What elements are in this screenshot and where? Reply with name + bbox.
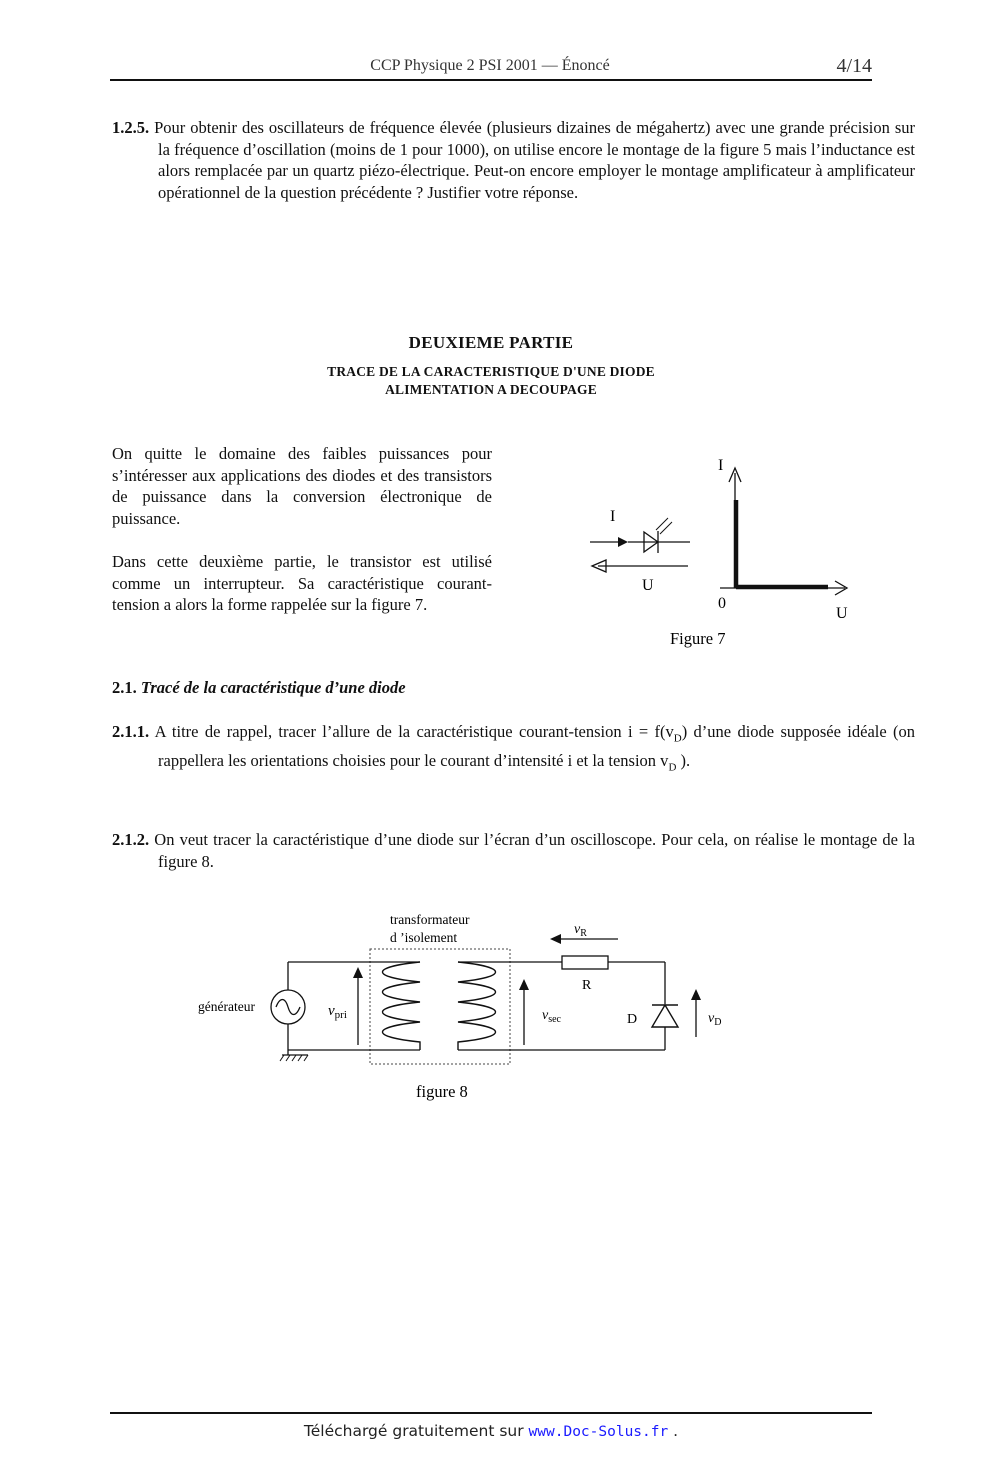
figure-7-caption: Figure 7 [670,629,726,648]
resistor-label: R [582,978,592,993]
sine-wave-icon [276,1000,300,1015]
section-title: Tracé de la caractéristique d’une diode [140,678,406,697]
part-subtitle-1: TRACE DE LA CARACTERISTIQUE D'UNE DIODE [327,364,655,379]
footer-rule [110,1412,872,1414]
footer [110,1422,872,1440]
vr-arrow-head [550,934,561,944]
intro-paragraph-1: On quitte le domaine des faibles puissances pour s’intéresser aux applications des diodes et des transistors de puissance dans la conversion électronique de puissance. [112,444,492,528]
figure-7 [580,448,880,658]
section-2-1-heading [112,678,406,698]
page-number: 4/14 [836,55,872,77]
subscript-d: D [673,732,682,745]
intro-paragraph-2: Dans cette deuxième partie, le transistor est utilisé comme un interrupteur. Sa caractéristique courant-tension a alors la forme rappelée sur la figure 7. [112,552,492,614]
question-text-b: ) d’une diode supposée idéale (on rappellera les orientations choisies pour le courant d’intensité i et la tension v [158,722,916,770]
header-title: CCP Physique 2 PSI 2001 — Énoncé [370,57,610,74]
x-axis-label: U [836,605,848,622]
vsec-label: $v_{sec}$ [542,1008,561,1025]
vd-arrow-head [691,989,701,1000]
question-text-a: A titre de rappel, tracer l’allure de la caractéristique courant-tension i = f(v [154,722,674,741]
current-label: I [610,508,616,525]
subscript-d-2: D [668,761,677,774]
diode-icon [652,1005,678,1027]
resistor-icon [562,956,608,969]
question-text: Pour obtenir des oscillateurs de fréquence élevée (plusieurs dizaines de mégahertz) avec une grande précision sur la fréquence d’oscillation (moins de 1 pour 1000), on utilise encore le montage de la figure 5 mais l’inductance est alors remplacée par un quartz piézo-électrique. Peut-on encore employer le montage amplificateur à amplificateur opérationnel de la question précédente ? Justifier votre réponse. [154,118,916,202]
origin-label: 0 [718,595,726,612]
question-1-2-5 [112,117,915,203]
transformer-label-2: d ’isolement [390,930,458,945]
primary-coil [383,962,421,1050]
diode-label: D [627,1012,638,1027]
part-subtitle-2: ALIMENTATION A DECOUPAGE [385,382,597,397]
voltage-label: U [642,577,654,594]
question-text: On veut tracer la caractéristique d’une diode sur l’écran d’un oscilloscope. Pour cela, on réalise le montage de la figure 8. [154,830,915,871]
secondary-coil [458,962,496,1050]
footer-link[interactable]: www.Doc-Solus.fr [528,1424,669,1440]
ground-icon [280,1050,308,1061]
vsec-arrow-head [519,979,529,990]
figure-8-caption: figure 8 [416,1082,468,1101]
question-2-1-1 [112,721,915,779]
footer-text: Téléchargé gratuitement sur [303,1422,529,1440]
generator-label: générateur [198,999,255,1014]
question-number: 2.1.2. [112,830,150,849]
question-text-c: ). [676,750,691,770]
led-diode-icon [644,518,672,553]
current-arrow-head [618,537,628,547]
footer-end: . [668,1422,679,1440]
figure-8 [190,905,750,1110]
question-number: 1.2.5. [112,118,150,137]
header-rule [110,79,872,81]
transformer-label-1: transformateur [390,912,470,927]
section-number: 2.1. [112,678,137,697]
vpri-arrow-head [353,967,363,978]
question-2-1-2 [112,829,915,872]
vpri-label: $v_{pri}$ [328,1003,347,1021]
question-number: 2.1.1. [112,722,150,741]
y-axis-label: I [718,457,724,474]
vd-label: $v_D$ [708,1011,722,1028]
vr-label: $v_R$ [574,922,587,939]
part-title: DEUXIEME PARTIE [408,333,574,352]
